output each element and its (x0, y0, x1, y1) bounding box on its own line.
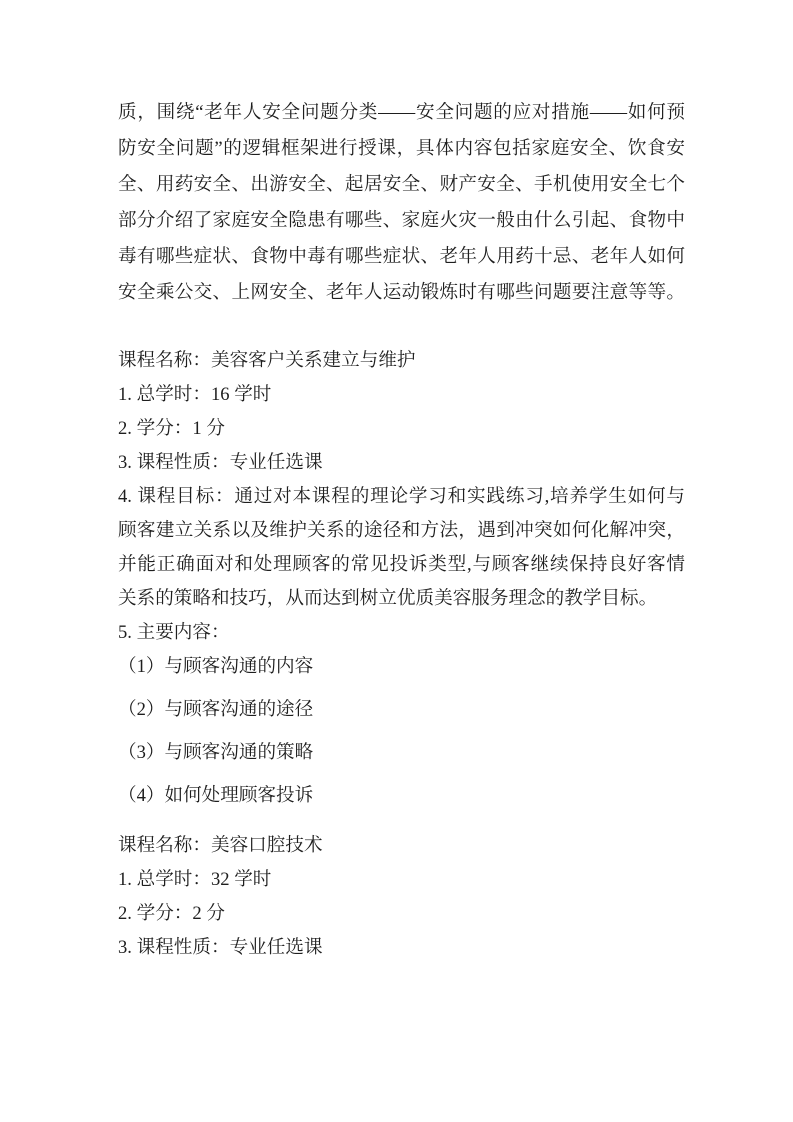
course-1-main-content-heading: 5. 主要内容： (118, 622, 230, 643)
course-1-objective-line-3: 并能正确面对和处理顾客的常见投诉类型,与顾客继续保持良好客情 (118, 554, 685, 575)
course-1-content-item-1: （1）与顾客沟通的内容 (118, 656, 314, 677)
course-1-content-item-3: （3）与顾客沟通的策略 (118, 742, 314, 763)
course-1-course-type: 3. 课程性质：专业任选课 (118, 452, 323, 473)
intro-paragraph (118, 95, 685, 311)
course-1-objective-line-4: 关系的策略和技巧，从而达到树立优质美容服务理念的教学目标。 (118, 588, 658, 609)
intro-line-4: 部分介绍了家庭安全隐患有哪些、家庭火灾一般由什么引起、食物中 (118, 210, 685, 231)
course-1-credits: 2. 学分：1 分 (118, 418, 225, 439)
intro-line-1: 质，围绕“老年人安全问题分类——安全问题的应对措施——如何预 (118, 102, 685, 123)
course-2-total-hours: 1. 总学时：32 学时 (118, 869, 272, 890)
course-1-total-hours: 1. 总学时：16 学时 (118, 384, 272, 405)
course-1-objective-line-2: 顾客建立关系以及维护关系的途径和方法，遇到冲突如何化解冲突， (118, 520, 685, 541)
intro-line-3: 全、用药安全、出游安全、起居安全、财产安全、手机使用安全七个 (118, 174, 685, 195)
course-2-title: 课程名称：美容口腔技术 (118, 835, 323, 856)
course-1-section (118, 344, 685, 813)
document-content (118, 95, 685, 965)
course-2-course-type: 3. 课程性质：专业任选课 (118, 937, 323, 958)
course-1-title: 课程名称：美容客户关系建立与维护 (118, 350, 416, 371)
intro-line-6: 安全乘公交、上网安全、老年人运动锻炼时有哪些问题要注意等等。 (118, 282, 685, 303)
course-1-content-item-4: （4）如何处理顾客投诉 (118, 785, 314, 806)
intro-line-5: 毒有哪些症状、食物中毒有哪些症状、老年人用药十忌、老年人如何 (118, 246, 685, 267)
intro-line-2: 防安全问题”的逻辑框架进行授课，具体内容包括家庭安全、饮食安 (118, 138, 685, 159)
course-1-content-item-2: （2）与顾客沟通的途径 (118, 699, 314, 720)
course-1-objective-line-1: 4. 课程目标：通过对本课程的理论学习和实践练习,培养学生如何与 (118, 486, 685, 507)
course-2-section (118, 829, 685, 965)
course-2-credits: 2. 学分：2 分 (118, 903, 225, 924)
